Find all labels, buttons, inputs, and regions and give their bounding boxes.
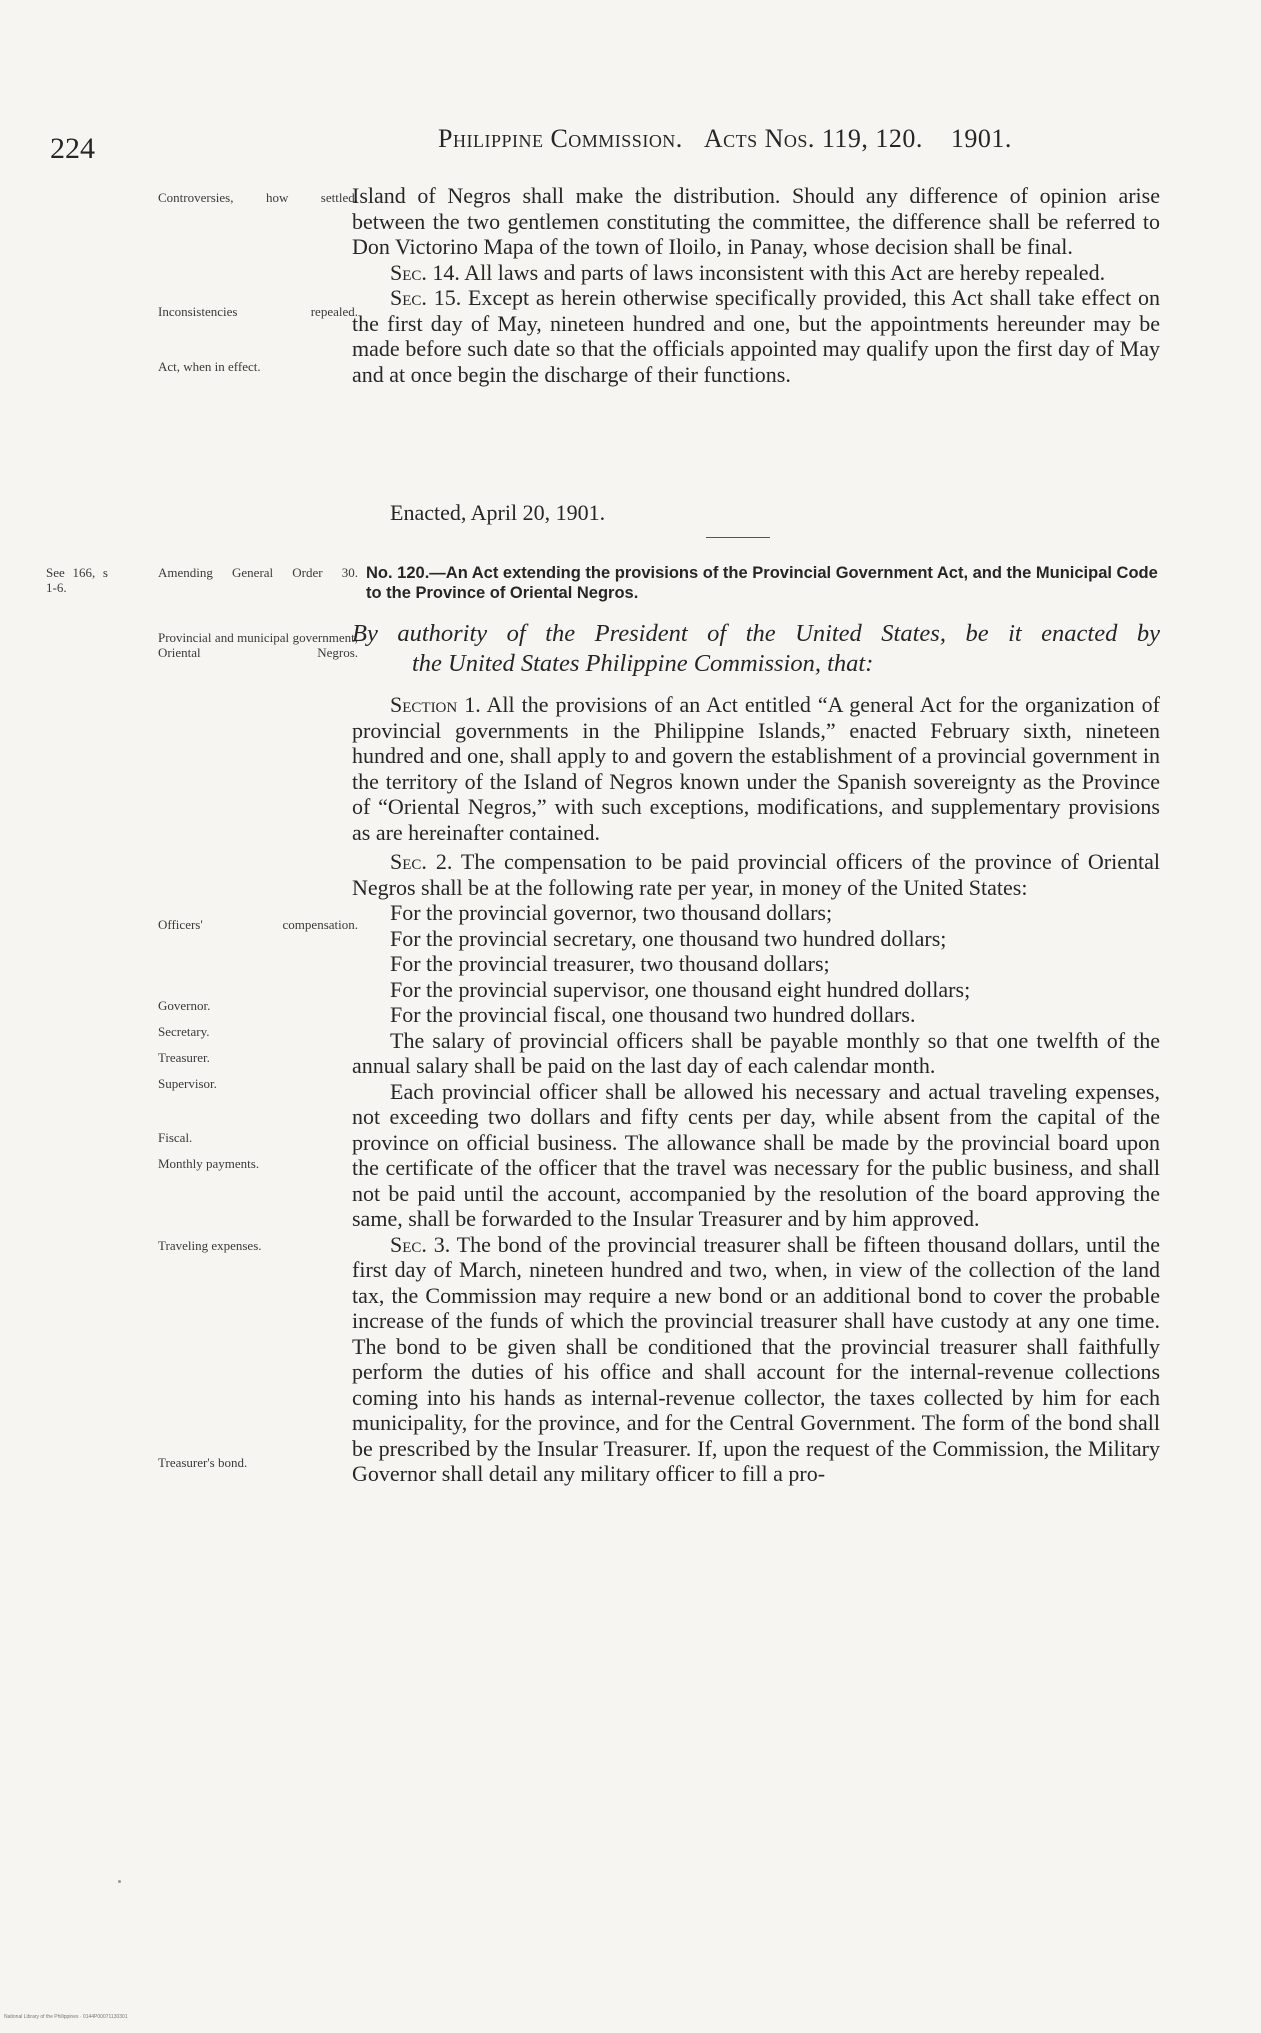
section-divider bbox=[706, 537, 770, 538]
compensation-treasurer: For the provincial treasurer, two thousand dollars; bbox=[390, 951, 830, 976]
margin-note-inconsistencies: Inconsistencies repealed. bbox=[158, 304, 358, 319]
enacting-line-2: the United States Philippine Commission, that: bbox=[412, 650, 874, 677]
act-119-paragraph: Island of Negros shall make the distribution. Should any difference of opinion arise between the two gentlemen constituting the committee, the difference shall be referred to Don Victorino Mapa of the town of Iloilo, in Panay, whose decision shall be final. bbox=[352, 183, 1160, 259]
section-15 bbox=[352, 285, 1160, 387]
compensation-governor: For the provincial governor, two thousand dollars; bbox=[390, 900, 833, 925]
enacting-clause bbox=[352, 619, 1160, 679]
margin-note-see-ref: See 166, s 1-6. bbox=[46, 565, 108, 595]
running-acts: Acts Nos. 119, 120. bbox=[703, 124, 923, 153]
margin-note-governor: Governor. bbox=[158, 998, 211, 1013]
section-15-label: Sec. 15. bbox=[390, 285, 462, 310]
section-2 bbox=[352, 849, 1160, 900]
compensation-supervisor: For the provincial supervisor, one thousand eight hundred dollars; bbox=[390, 976, 971, 1002]
margin-note-bond: Treasurer's bond. bbox=[158, 1455, 248, 1470]
section-2-label: Sec. 2. bbox=[390, 849, 453, 874]
margin-note-act-effect: Act, when in effect. bbox=[158, 359, 261, 374]
margin-note-officers: Officers' compensation. bbox=[158, 917, 358, 932]
section-1 bbox=[352, 692, 1160, 845]
section-1-label: Section 1. bbox=[390, 692, 481, 717]
margin-note-controversies: Controversies, how settled. bbox=[158, 190, 358, 205]
running-year: 1901. bbox=[950, 124, 1012, 153]
section-15-text: Except as herein otherwise specifically provided, this Act shall take effect on the first day of May, nineteen hundred and one, but the appointments hereunder may be made before such date so that the officials appointed may qualify upon the first day of May and at once begin the discharge of their functions. bbox=[352, 285, 1160, 387]
section-3-label: Sec. 3. bbox=[390, 1231, 451, 1257]
running-title: Philippine Commission. bbox=[438, 124, 683, 153]
enacted-date: Enacted, April 20, 1901. bbox=[390, 500, 606, 525]
running-head bbox=[438, 124, 1012, 154]
act-120-heading: No. 120.—An Act extending the provisions of the Provincial Government Act, and the Municipal Code to the Province of Oriental Negros. bbox=[366, 564, 1158, 602]
margin-note-traveling: Traveling expenses. bbox=[158, 1238, 262, 1253]
margin-note-amending: Amending General Order 30. bbox=[158, 565, 358, 580]
margin-note-supervisor: Supervisor. bbox=[158, 1076, 217, 1091]
traveling-expenses: Each provincial officer shall be allowed his necessary and actual traveling expenses, not exceeding two dollars and fifty cents per day, while absent from the capital of the province on official business. The allowance shall be made by the provincial board upon the certificate of the officer that the travel was necessary for the public business, and shall not be paid until the account, accompanied by the resolution of the board approving the same, shall be forwarded to the Insular Treasurer and by him approved. bbox=[352, 1078, 1160, 1231]
scan-speck bbox=[118, 1880, 121, 1883]
section-1-text: All the provisions of an Act entitled “A general Act for the organization of provincial governments in the Philippine Islands,” enacted February sixth, nineteen hundred and one, shall apply to and govern the establishment of a provincial government in the territory of the Island of Negros known under the Spanish sovereignty as the Province of “Oriental Negros,” with such exceptions, modifications, and supplementary provisions as are hereinafter contained. bbox=[352, 692, 1160, 845]
compensation-fiscal: For the provincial fiscal, one thousand two hundred dollars. bbox=[390, 1002, 916, 1027]
margin-note-treasurer: Treasurer. bbox=[158, 1050, 210, 1065]
margin-note-secretary: Secretary. bbox=[158, 1024, 210, 1039]
compensation-secretary: For the provincial secretary, one thousand two hundred dollars; bbox=[390, 925, 947, 951]
section-14-text: All laws and parts of laws inconsistent with this Act are hereby repealed. bbox=[459, 259, 1106, 285]
act-120-text bbox=[352, 692, 1160, 1487]
section-2-text: The compensation to be paid provincial officers of the province of Oriental Negros shall be at the following rate per year, in money of the United States: bbox=[352, 849, 1161, 900]
margin-note-provincial: Provincial and municipal government, Oriental Negros. bbox=[158, 630, 358, 660]
act-119-enacted bbox=[352, 500, 1160, 526]
margin-note-fiscal: Fiscal. bbox=[158, 1130, 193, 1145]
section-14 bbox=[352, 260, 1160, 286]
enacting-line-1: By authority of the President of the United States, be it enacted by bbox=[352, 620, 1160, 647]
margin-note-monthly: Monthly payments. bbox=[158, 1156, 260, 1171]
section-3-text: The bond of the provincial treasurer shall be fifteen thousand dollars, until the first day of March, nineteen hundred and two, when, in view of the collection of the land tax, the Commission may require a new bond or an additional bond to cover the probable increase of the funds of which the provincial treasurer shall have custody at any one time. The bond to be given shall be conditioned that the provincial treasurer shall faithfully perform the duties of his office and shall account for the internal-revenue collections coming into his hands as internal-revenue collector, the taxes collected by him for each municipality, for the province, and for the Central Government. The form of the bond shall be prescribed by the Insular Treasurer. If, upon the request of the Commission, the Military Governor shall detail any military officer to fill a pro- bbox=[352, 1231, 1161, 1486]
section-14-label: Sec. 14. bbox=[390, 259, 460, 285]
scan-credit: National Library of the Philippines · 0144P00071130301 bbox=[4, 2014, 128, 2020]
page-number: 224 bbox=[50, 132, 95, 165]
section-3 bbox=[352, 1232, 1160, 1487]
act-119-text bbox=[352, 183, 1160, 387]
monthly-payments: The salary of provincial officers shall be payable monthly so that one twelfth of the annual salary shall be paid on the last day of each calendar month. bbox=[352, 1027, 1160, 1078]
